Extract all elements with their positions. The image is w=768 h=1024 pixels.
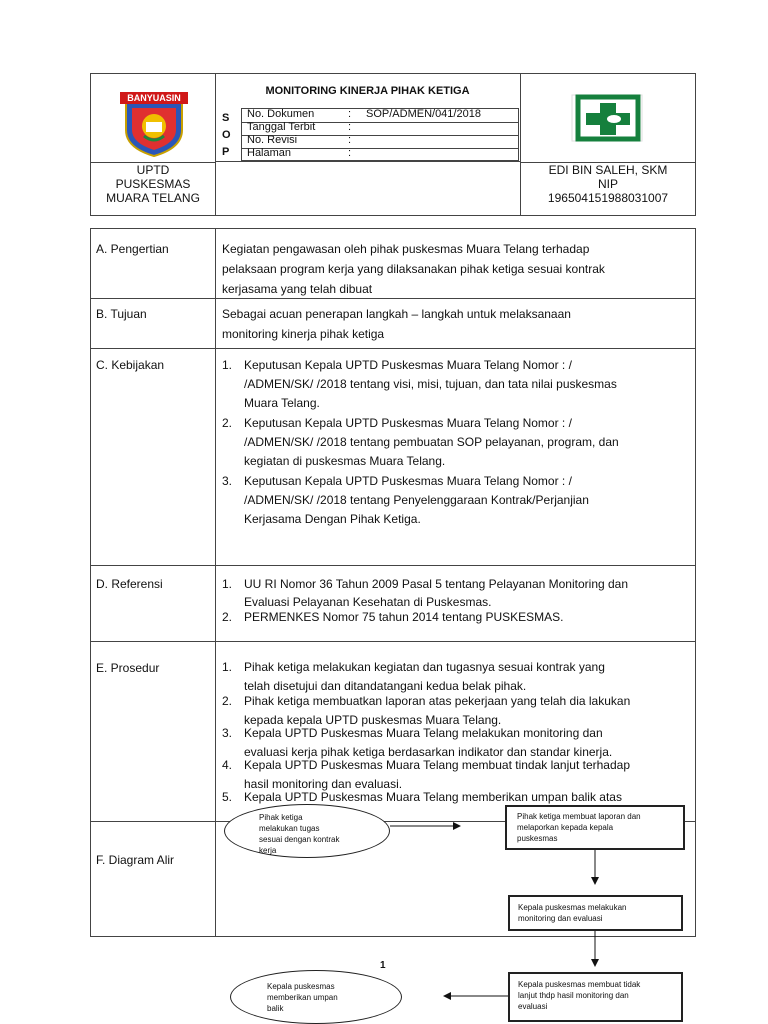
- flow-node-3: Kepala puskesmas melakukan monitoring dan evaluasi: [508, 895, 683, 931]
- document-title: MONITORING KINERJA PIHAK KETIGA: [265, 85, 470, 97]
- label-prosedur: E. Prosedur: [96, 661, 160, 675]
- flow-node-2: Pihak ketiga membuat laporan dan melaporkan kepada kepala puskesmas: [505, 805, 685, 850]
- label-pengertian: A. Pengertian: [96, 242, 169, 256]
- label-diagram-alir: F. Diagram Alir: [96, 853, 175, 867]
- kebijakan-num-1: 1.: [222, 358, 233, 372]
- referensi-num-2: 2.: [222, 610, 233, 624]
- kebijakan-item-1: Keputusan Kepala UPTD Puskesmas Muara Telang Nomor : / /ADMEN/SK/ /2018 tentang visi, misi, tujuan, dan tata nilai puskesmas Muara Telang.: [244, 358, 617, 410]
- flow-node-1: Pihak ketiga melakukan tugas sesuai dengan kontrak kerja: [224, 804, 390, 858]
- org-name: UPTD PUSKESMAS MUARA TELANG: [106, 163, 200, 205]
- prosedur-num-4: 4.: [222, 758, 233, 772]
- label-referensi: D. Referensi: [96, 577, 163, 591]
- kebijakan-item-3: Keputusan Kepala UPTD Puskesmas Muara Telang Nomor : / /ADMEN/SK/ /2018 tentang Penyelenggaraan Kontrak/Perjanjian Kerjasama Dengan Pihak Ketiga.: [244, 474, 589, 526]
- referensi-item-2: PERMENKES Nomor 75 tahun 2014 tentang PUSKESMAS.: [244, 610, 564, 624]
- kebijakan-item-2: Keputusan Kepala UPTD Puskesmas Muara Telang Nomor : / /ADMEN/SK/ /2018 tentang pembuatan SOP pelayanan, program, dan kegiatan di puskesmas Muara Telang.: [244, 416, 619, 468]
- page-number: 1: [380, 960, 386, 971]
- label-kebijakan: C. Kebijakan: [96, 358, 165, 372]
- prosedur-num-2: 2.: [222, 694, 233, 708]
- logo-text: BANYUASIN: [127, 93, 181, 103]
- prosedur-item-2: Pihak ketiga membuatkan laporan atas pekerjaan yang telah dia lakukan kepada kepala UPTD puskesmas Muara Telang.: [244, 694, 631, 727]
- prosedur-num-3: 3.: [222, 726, 233, 740]
- prosedur-item-3: Kepala UPTD Puskesmas Muara Telang melakukan monitoring dan evaluasi kerja pihak ketiga berdasarkan indikator dan standar kinerja.: [244, 726, 613, 759]
- label-tujuan: B. Tujuan: [96, 307, 147, 321]
- field-values: SOP/ADMEN/041/2018: [366, 108, 481, 120]
- kebijakan-num-2: 2.: [222, 416, 233, 430]
- prosedur-item-5: Kepala UPTD Puskesmas Muara Telang memberikan umpan balik atas: [244, 790, 622, 804]
- text-pengertian: Kegiatan pengawasan oleh pihak puskesmas Muara Telang terhadap pelaksaan program kerja yang dilaksanakan pihak ketiga sesuai kontrak kerjasama yang telah dibuat: [222, 242, 605, 296]
- prosedur-num-1: 1.: [222, 660, 233, 674]
- kebijakan-num-3: 3.: [222, 474, 233, 488]
- flow-node-4: Kepala puskesmas membuat tidak lanjut thdp hasil monitoring dan evaluasi: [508, 972, 683, 1022]
- field-labels: No. Dokumen Tanggal Terbit No. Revisi Halaman: [247, 108, 316, 159]
- sop-letters: S O P: [222, 112, 231, 158]
- text-tujuan: Sebagai acuan penerapan langkah – langkah untuk melaksanaan monitoring kinerja pihak ketiga: [222, 307, 571, 341]
- field-seps: : : : :: [348, 108, 352, 159]
- referensi-num-1: 1.: [222, 577, 233, 591]
- prosedur-num-5: 5.: [222, 790, 233, 804]
- flow-node-5: Kepala puskesmas memberikan umpan balik: [230, 970, 402, 1024]
- prosedur-item-4: Kepala UPTD Puskesmas Muara Telang membuat tindak lanjut terhadap hasil monitoring dan evaluasi.: [244, 758, 630, 791]
- prosedur-item-1: Pihak ketiga melakukan kegiatan dan tugasnya sesuai kontrak yang telah disetujui dan ditandatangani kedua belak pihak.: [244, 660, 605, 693]
- referensi-item-1: UU RI Nomor 36 Tahun 2009 Pasal 5 tentang Pelayanan Monitoring dan Evaluasi Pelayanan Kesehatan di Puskesmas.: [244, 577, 629, 609]
- signer-block: EDI BIN SALEH, SKM NIP 196504151988031007: [547, 163, 669, 205]
